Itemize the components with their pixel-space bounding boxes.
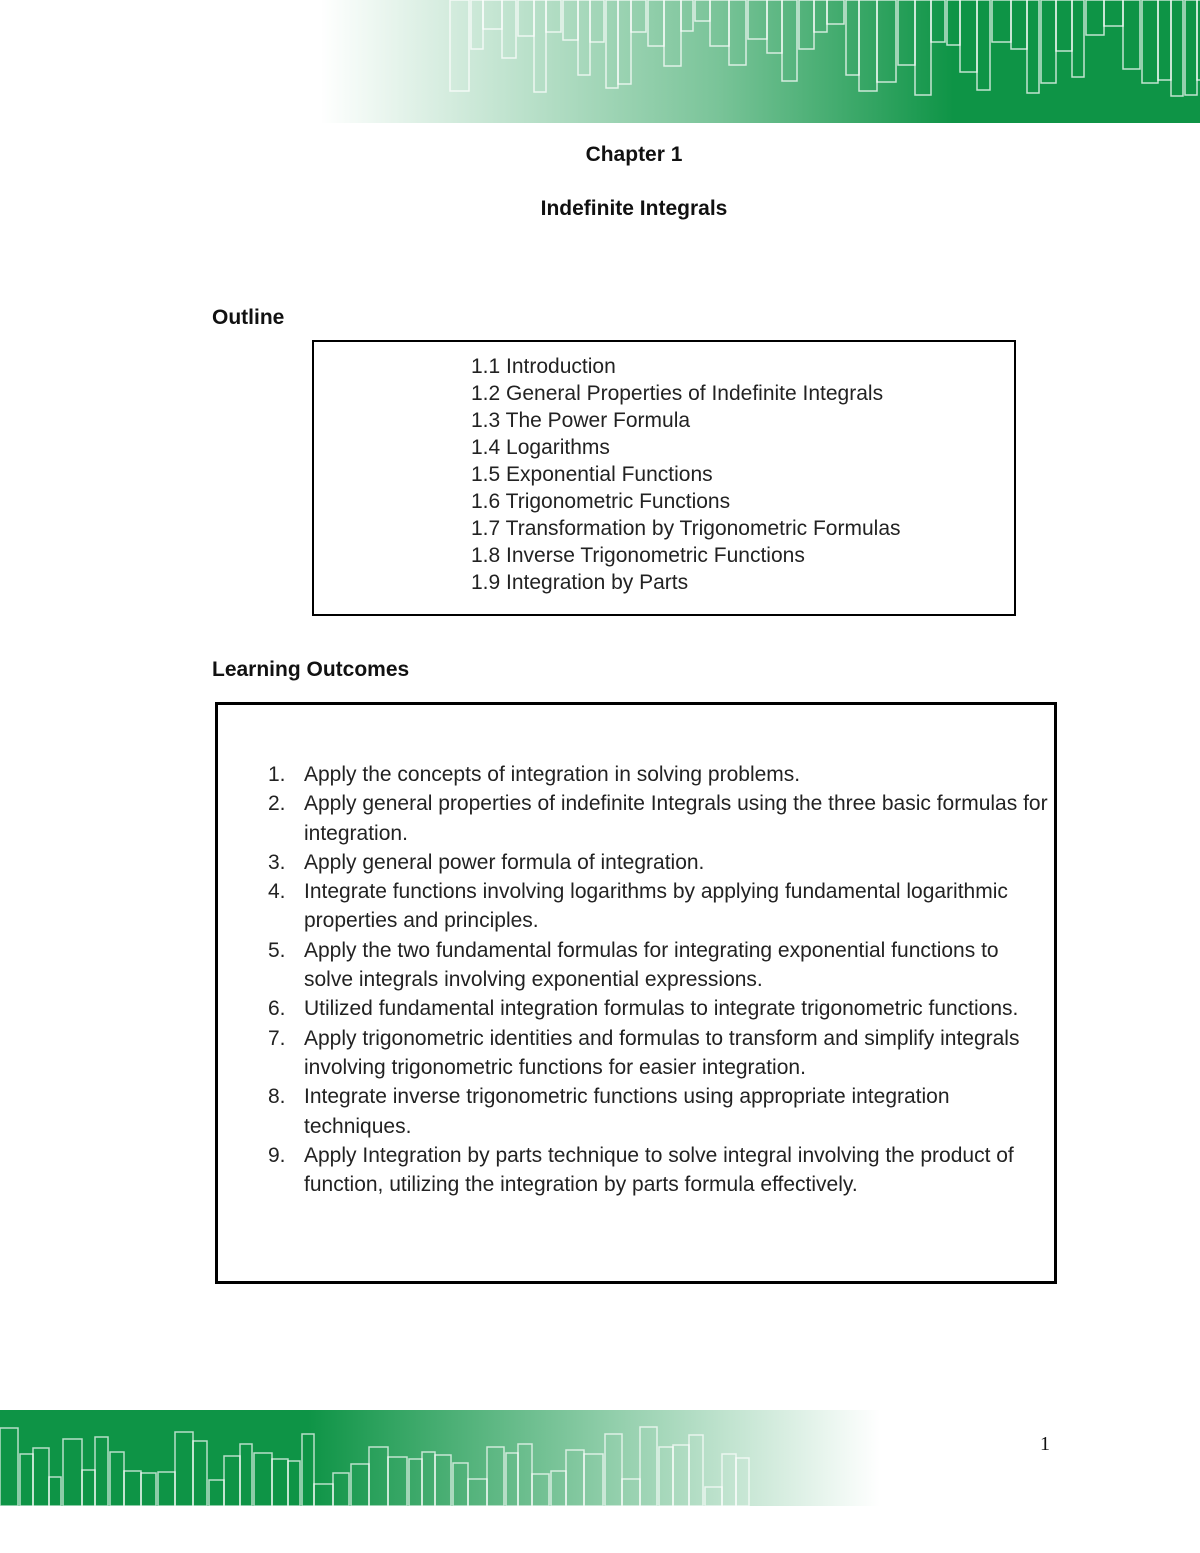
outcome-text: Utilized fundamental integration formulas to integrate trigonometric functions. — [304, 997, 1019, 1021]
outline-item-1-9: 1.9 Integration by Parts — [471, 571, 689, 594]
outcome-number: 9. — [268, 1143, 286, 1167]
outline-box — [312, 340, 1016, 616]
outline-item-1-4: 1.4 Logarithms — [471, 436, 610, 459]
bottom-decorative-banner — [0, 1410, 880, 1506]
outcome-text: Apply the concepts of integration in solving problems. — [304, 763, 801, 786]
outcome-text: Apply Integration by parts technique to solve integral involving the product of function, utilizing the integration by parts formula effectively. — [304, 1143, 1014, 1197]
outline-heading: Outline — [212, 306, 285, 329]
chapter-label: Chapter 1 — [585, 143, 683, 166]
outcome-number: 2. — [268, 792, 286, 816]
outcome-item — [268, 877, 1048, 936]
outcome-text: Integrate functions involving logarithms by applying fundamental logarithmic properties and principles. — [304, 880, 1008, 933]
outcome-text: Integrate inverse trigonometric functions using appropriate integration techniques. — [304, 1085, 950, 1138]
outcome-text: Apply general properties of indefinite Integrals using the three basic formulas for integration. — [304, 792, 1048, 845]
outcome-text: Apply trigonometric identities and formulas to transform and simplify integrals involving trigonometric functions for easier integration. — [304, 1026, 1020, 1079]
top-decorative-banner — [320, 0, 1200, 123]
outcome-number: 6. — [268, 997, 286, 1021]
outcome-item — [268, 760, 1048, 789]
outcome-item — [268, 1141, 1048, 1200]
outline-item-1-5: 1.5 Exponential Functions — [471, 463, 713, 486]
outcome-item — [268, 848, 1048, 877]
outline-item-1-8: 1.8 Inverse Trigonometric Functions — [471, 544, 805, 567]
outcome-item — [268, 936, 1048, 995]
outcome-number: 5. — [268, 938, 286, 962]
page-number: 1 — [1040, 1433, 1050, 1455]
outline-list — [471, 353, 901, 596]
outline-item-1-3: 1.3 The Power Formula — [471, 409, 691, 432]
learning-outcomes-box — [215, 702, 1057, 1284]
learning-outcomes-list — [268, 760, 1048, 1199]
outcome-number: 8. — [268, 1085, 286, 1109]
outcome-text: Apply the two fundamental formulas for integrating exponential functions to solve integrals involving exponential expressions. — [304, 938, 999, 992]
outcome-item — [268, 994, 1048, 1023]
outline-item-1-6: 1.6 Trigonometric Functions — [471, 490, 731, 513]
outcome-item — [268, 1024, 1048, 1083]
outcome-number: 7. — [268, 1026, 286, 1050]
outcome-item — [268, 789, 1048, 848]
chapter-title: Indefinite Integrals — [540, 197, 728, 220]
learning-outcomes-heading: Learning Outcomes — [212, 658, 410, 681]
outcome-number: 1. — [268, 763, 286, 786]
outcome-item — [268, 1082, 1048, 1141]
outcome-number: 4. — [268, 880, 286, 904]
outline-item-1-2: 1.2 General Properties of Indefinite Integrals — [471, 382, 884, 405]
outcome-text: Apply general power formula of integration. — [304, 850, 705, 874]
outcome-number: 3. — [268, 850, 286, 874]
outline-item-1-1: 1.1 Introduction — [471, 355, 616, 378]
outline-item-1-7: 1.7 Transformation by Trigonometric Formulas — [471, 517, 901, 540]
